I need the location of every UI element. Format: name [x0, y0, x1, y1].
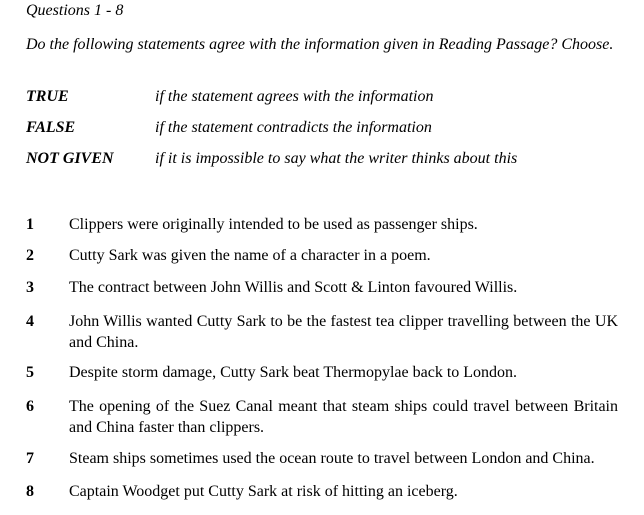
question-number: 7	[26, 450, 34, 467]
legend-definition: if the statement agrees with the information	[155, 88, 434, 105]
legend-term: NOT GIVEN	[26, 150, 114, 167]
legend-definition: if the statement contradicts the information	[155, 119, 432, 136]
question-number: 1	[26, 216, 34, 233]
legend-term: FALSE	[26, 119, 76, 136]
question-text: Captain Woodget put Cutty Sark at risk of hitting an iceberg.	[69, 483, 458, 500]
question-text: Cutty Sark was given the name of a character in a poem.	[69, 247, 431, 264]
question-number: 3	[26, 279, 34, 296]
question-number: 6	[26, 398, 34, 415]
legend-term: TRUE	[26, 88, 69, 105]
question-text: Clippers were originally intended to be used as passenger ships.	[69, 216, 478, 233]
question-number: 4	[26, 313, 34, 330]
question-text: John Willis wanted Cutty Sark to be the fastest tea clipper travelling between the UK and China.	[69, 313, 618, 351]
question-number: 8	[26, 483, 34, 500]
question-text: The contract between John Willis and Scott & Linton favoured Willis.	[69, 279, 518, 296]
question-text: Steam ships sometimes used the ocean route to travel between London and China.	[69, 450, 595, 467]
question-text: Despite storm damage, Cutty Sark beat Thermopylae back to London.	[69, 364, 518, 381]
legend-definition: if it is impossible to say what the writer thinks about this	[155, 150, 518, 167]
question-text: The opening of the Suez Canal meant that steam ships could travel between Britain and China faster than clippers.	[69, 398, 618, 436]
question-number: 2	[26, 247, 34, 264]
question-number: 5	[26, 364, 34, 381]
section-heading: Questions 1 - 8	[26, 2, 124, 19]
legend-row-false	[26, 119, 626, 139]
instruction-text: Do the following statements agree with the information given in Reading Passage? Choose.	[26, 36, 614, 53]
legend-row-not-given	[26, 150, 626, 170]
legend-row-true	[26, 88, 626, 108]
